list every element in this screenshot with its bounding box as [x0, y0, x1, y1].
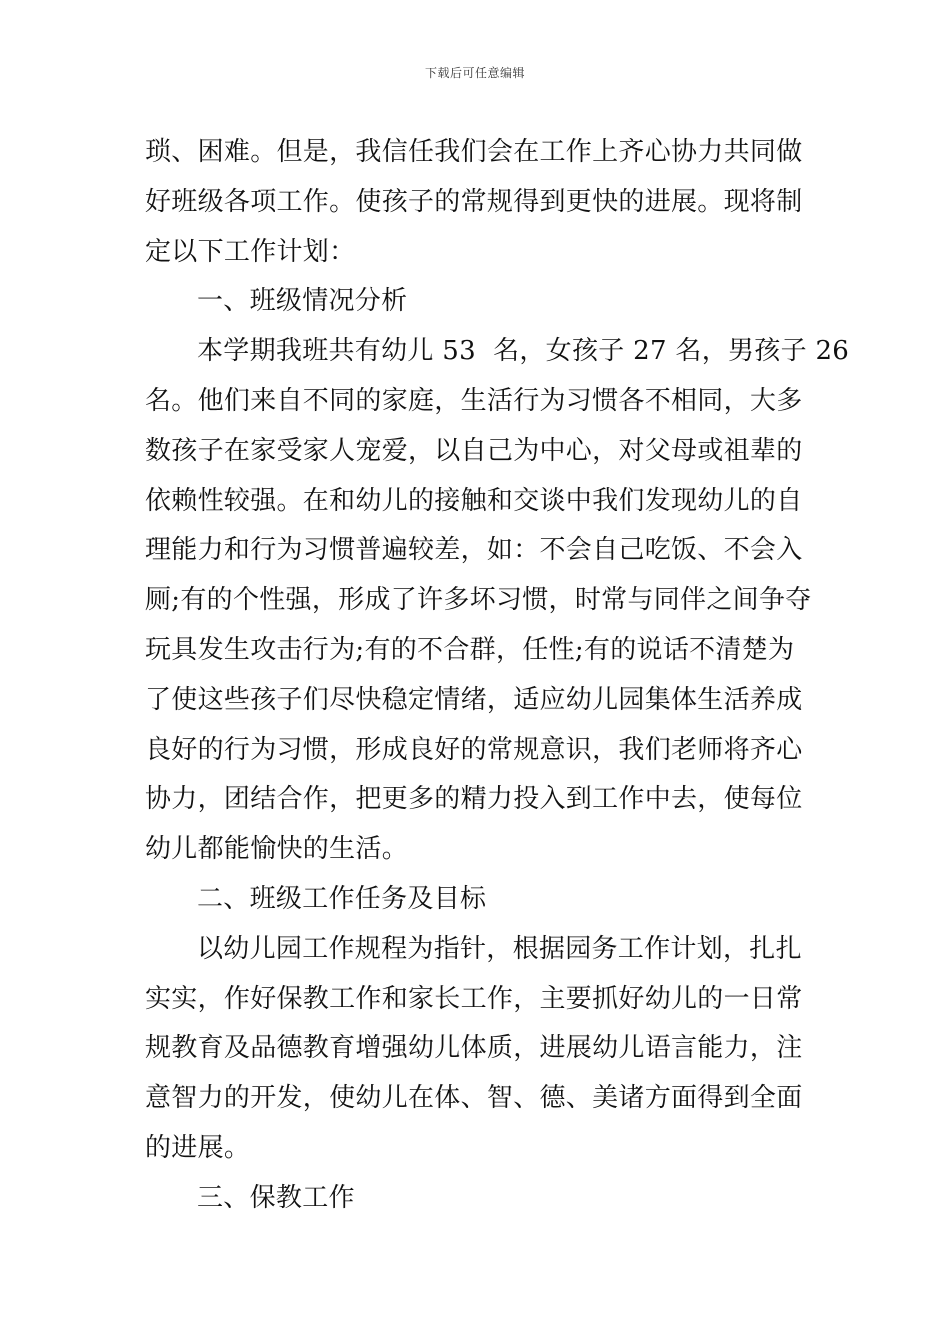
body-line: 玩具发生攻击行为;有的不合群，任性;有的说话不清楚为: [145, 634, 795, 665]
document-body: [145, 128, 850, 1224]
body-line: 数孩子在家受家人宠爱，以自己为中心，对父母或祖辈的: [145, 435, 803, 466]
body-line: 名。他们来自不同的家庭，生活行为习惯各不相同，大多: [145, 385, 803, 416]
body-line: 幼儿都能愉快的生活。: [145, 834, 409, 865]
body-line: 了使这些孩子们尽快稳定情绪，适应幼儿园集体生活养成: [145, 684, 803, 715]
body-line: 琐、困难。但是，我信任我们会在工作上齐心协力共同做: [145, 137, 803, 167]
body-line: 理能力和行为习惯普遍较差，如：不会自己吃饭、不会入: [145, 535, 803, 566]
section-heading: 三、保教工作: [197, 1182, 355, 1213]
body-line: 实实，作好保教工作和家长工作，主要抓好幼儿的一日常: [145, 983, 803, 1014]
body-line: 协力，团结合作，把更多的精力投入到工作中去，使每位: [145, 784, 803, 815]
body-line: 依赖性较强。在和幼儿的接触和交谈中我们发现幼儿的自: [145, 485, 803, 516]
body-line: 规教育及品德教育增强幼儿体质，进展幼儿语言能力，注: [145, 1033, 803, 1064]
body-line: 厕;有的个性强，形成了许多坏习惯，时常与同伴之间争夺: [145, 585, 812, 616]
body-line: 定以下工作计划：: [145, 236, 356, 267]
section-heading: 一、班级情况分析: [197, 286, 408, 317]
body-line: 的进展。: [145, 1132, 251, 1163]
paragraph-first-line: 以幼儿园工作规程为指针，根据园务工作计划，扎扎: [197, 933, 802, 964]
paragraph-first-line: 本学期我班共有幼儿 53 名，女孩子 27 名，男孩子 26: [197, 336, 850, 367]
section-heading: 二、班级工作任务及目标: [197, 883, 487, 914]
body-line: 好班级各项工作。使孩子的常规得到更快的进展。现将制: [145, 186, 803, 217]
header-note: 下载后可任意编辑: [424, 66, 525, 80]
body-line: 意智力的开发，使幼儿在体、智、德、美诸方面得到全面: [145, 1083, 803, 1114]
body-line: 良好的行为习惯，形成良好的常规意识，我们老师将齐心: [145, 734, 803, 765]
